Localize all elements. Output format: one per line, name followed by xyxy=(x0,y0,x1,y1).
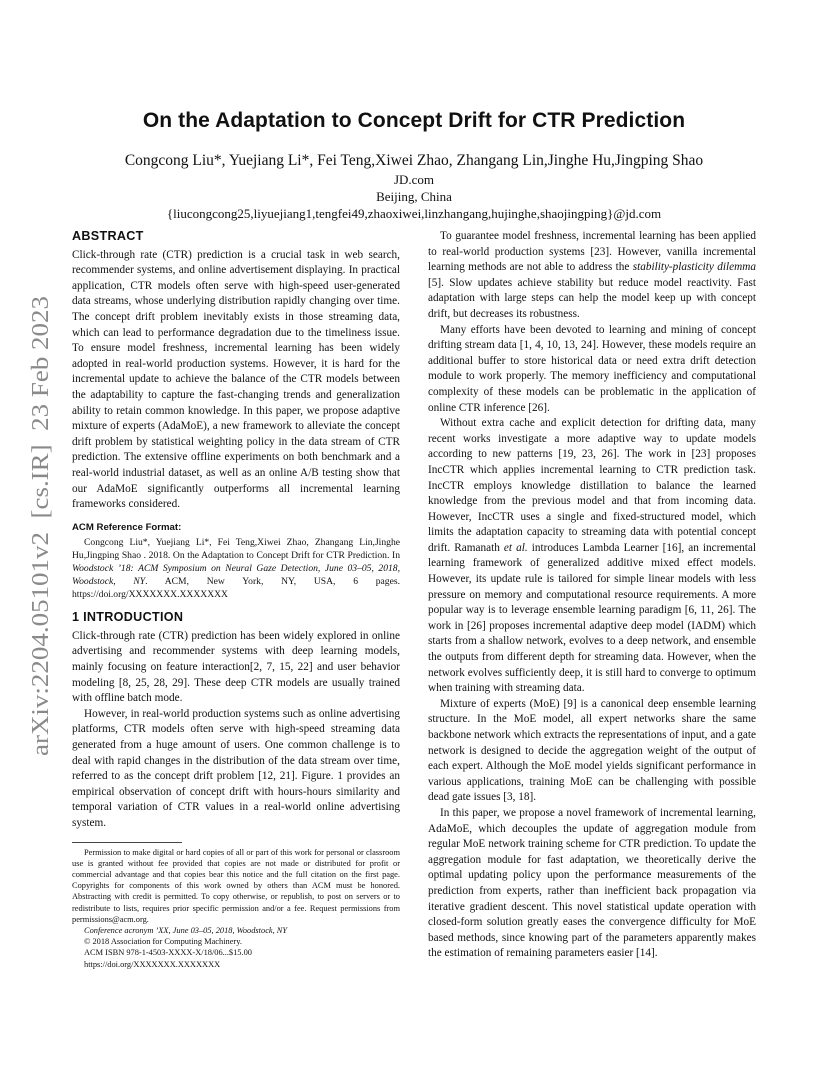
right-paragraph-2: Many efforts have been devoted to learning and mining of concept drifting stream data [1, 4, 10, 13, 24]. However, these models require an additional buffer to store historical data or need extra drift detection module to work properly. The memory inefficiency and computational complexity of these models can be problematic in the application of online CTR inference [26]. xyxy=(428,323,756,414)
conference-info: Conference acronym ’XX, June 03–05, 2018, Woodstock, NY xyxy=(84,926,288,936)
acm-reference-heading: ACM Reference Format: xyxy=(72,521,182,533)
right-paragraph-3: Without extra cache and explicit detection for drifting data, many recent works investigate a more adaptive way to update models according to new patterns [19, 23, 26]. The work in [23] proposes IncCTR which applies incremental learning to CTR prediction task. IncCTR employs knowledge distillation to balance the learned knowledge from the previous model and that from incoming data. However, IncCTR uses a single and fixed-structured model, which limits the adaptation capacity to streaming data with potential concept drift. Ramanath et al. introduces Lambda Learner [16], an incremental learning framework of generalized additive mixed effect models. However, its update rule is tailored for simple linear models with less pressure on memory and computational resource requirements. A more popular way is to leverage ensemble learning paradigm [6, 11, 26]. The work in [26] proposes incremental adaptive deep model (IADM) which starts from a shallow network, evolves to a deep network, and ensemble the outputs from different depth for streaming data. However, when the network evolves sufficiently deep, it is still hard to converge to optimum when training with streaming data. xyxy=(428,417,756,695)
author-list: Congcong Liu*, Yuejiang Li*, Fei Teng,Xiwei Zhao, Zhangang Lin,Jinghe Hu,Jingping Shao xyxy=(124,152,704,169)
right-paragraph-5: In this paper, we propose a novel framework of incremental learning, AdaMoE, which decouples the update of aggregation module from regular MoE network training scheme for CTR prediction. To update the aggregation module for fast adaptation, we theoretically derive the optimal updating policy upon the performance measurements of the prediction from experts, rather than inefficient back propagation via iterative gradient descent. This novel statistical update operation with closed-form solution greatly eases the convergence difficulty for MoE based methods, since knowing part of the parameters apparently makes the estimation of remaining parameters easier [14]. xyxy=(428,806,756,960)
paper-title: On the Adaptation to Concept Drift for CTR Prediction xyxy=(142,109,686,132)
arxiv-id-text: arXiv:2204.05101v2 [cs.IR] 23 Feb 2023 xyxy=(28,346,54,756)
intro-paragraph-2: However, in real-world production systems such as online advertising platforms, CTR models often serve with high-speed streaming data generated from a huge amount of users. One common challenge is to deal with rapid changes in the distribution of the data stream over time, referred to as the concept drift problem [12, 21]. Figure. 1 provides an empirical observation of concept drift with hours-hours similarity and temporal variation of CTR values in a real-world online advertising system. xyxy=(72,707,400,829)
introduction-heading: 1 INTRODUCTION xyxy=(72,610,184,625)
footnote-rule xyxy=(72,842,182,843)
copyright-line: © 2018 Association for Computing Machinery. xyxy=(84,937,242,947)
affiliation-location: Beijing, China xyxy=(376,189,452,204)
right-paragraph-4: Mixture of experts (MoE) [9] is a canonical deep ensemble learning structure. In the MoE model, all expert networks share the same backbone network which extracts the representations of input, and a gate network is designed to decide the aggregation weight of the output of each expert. Although the MoE model yields significant performance in various applications, training MoE can be challenging with possible dead gate issues [3, 18]. xyxy=(428,697,756,804)
acm-reference-text: Congcong Liu*, Yuejiang Li*, Fei Teng,Xiwei Zhao, Zhangang Lin,Jinghe Hu,Jingping Shao . 2018. On the Adaptation to Concept Drift for CTR Prediction. In Woodstock ’18: ACM Symposium on Neural Gaze Detection, June 03–05, 2018, Woodstock, NY. ACM, New York, NY, USA, 6 pages. https://doi.org/XXXXXXX.XXXXXXX xyxy=(72,537,400,601)
right-paragraph-1: To guarantee model freshness, incremental learning has been applied to real-world production systems [23]. However, vanilla incremental learning methods are not able to address the stability-plasticity dilemma [5]. Slow updates achieve stability but reduce model reactivity. Fast adaptation with large steps can help the model keep up with concept drift, but decreases its robustness. xyxy=(428,230,756,320)
intro-paragraph-1: Click-through rate (CTR) prediction has been widely explored in online advertising and recommender systems with deep learning models, mainly focusing on feature interaction[2, 7, 15, 22] and user behavior modeling [8, 25, 28, 29]. These deep CTR models are usually trained with offline batch mode. xyxy=(72,629,400,705)
right-column xyxy=(428,229,756,962)
author-block xyxy=(0,150,828,222)
arxiv-stamp xyxy=(18,296,58,756)
abstract-text: Click-through rate (CTR) prediction is a crucial task in web search, recommender systems, and online advertisement displaying. In practical application, CTR models often serve with high-speed user-generated data streams, whose underlying distribution rapidly changing over time. The concept drift problem inevitably exists in those streaming data, which can lead to performance degradation due to the timeliness issue. To ensure model freshness, incremental learning has been widely adopted in real-world production systems. However, it is hard for the incremental update to achieve the balance of the CTR models between the adaptability to capture the fast-changing trends and generalization ability to retain common knowledge. In this paper, we propose adaptive mixture of experts (AdaMoE), a new framework to alleviate the concept drift problem by statistical weighting policy in the data stream of CTR prediction. The extensive offline experiments on both benchmark and a real-world industrial dataset, as well as an online A/B testing show that our AdaMoE significantly outperforms all incremental learning frameworks considered. xyxy=(72,248,400,511)
left-column xyxy=(72,229,400,970)
author-emails: {liucongcong25,liyuejiang1,tengfei49,zhaoxiwei,linzhangang,hujinghe,shaojingping}@jd.com xyxy=(166,206,662,221)
doi-link[interactable]: https://doi.org/XXXXXXX.XXXXXXX xyxy=(84,959,221,969)
affiliation-org: JD.com xyxy=(393,172,435,187)
isbn-line: ACM ISBN 978-1-4503-XXXX-X/18/06...$15.00 xyxy=(84,948,252,958)
permission-notice: Permission to make digital or hard copies of all or part of this work for personal or classroom use is granted without fee provided that copies are not made or distributed for profit or commercial advantage and that copies bear this notice and the full citation on the first page. Copyrights for components of this work owned by others than ACM must be honored. Abstracting with credit is permitted. To copy otherwise, or republish, to post on servers or to redistribute to lists, requires prior specific permission and/or a fee. Request permissions from permissions@acm.org. xyxy=(72,847,400,924)
abstract-heading: ABSTRACT xyxy=(72,229,144,243)
